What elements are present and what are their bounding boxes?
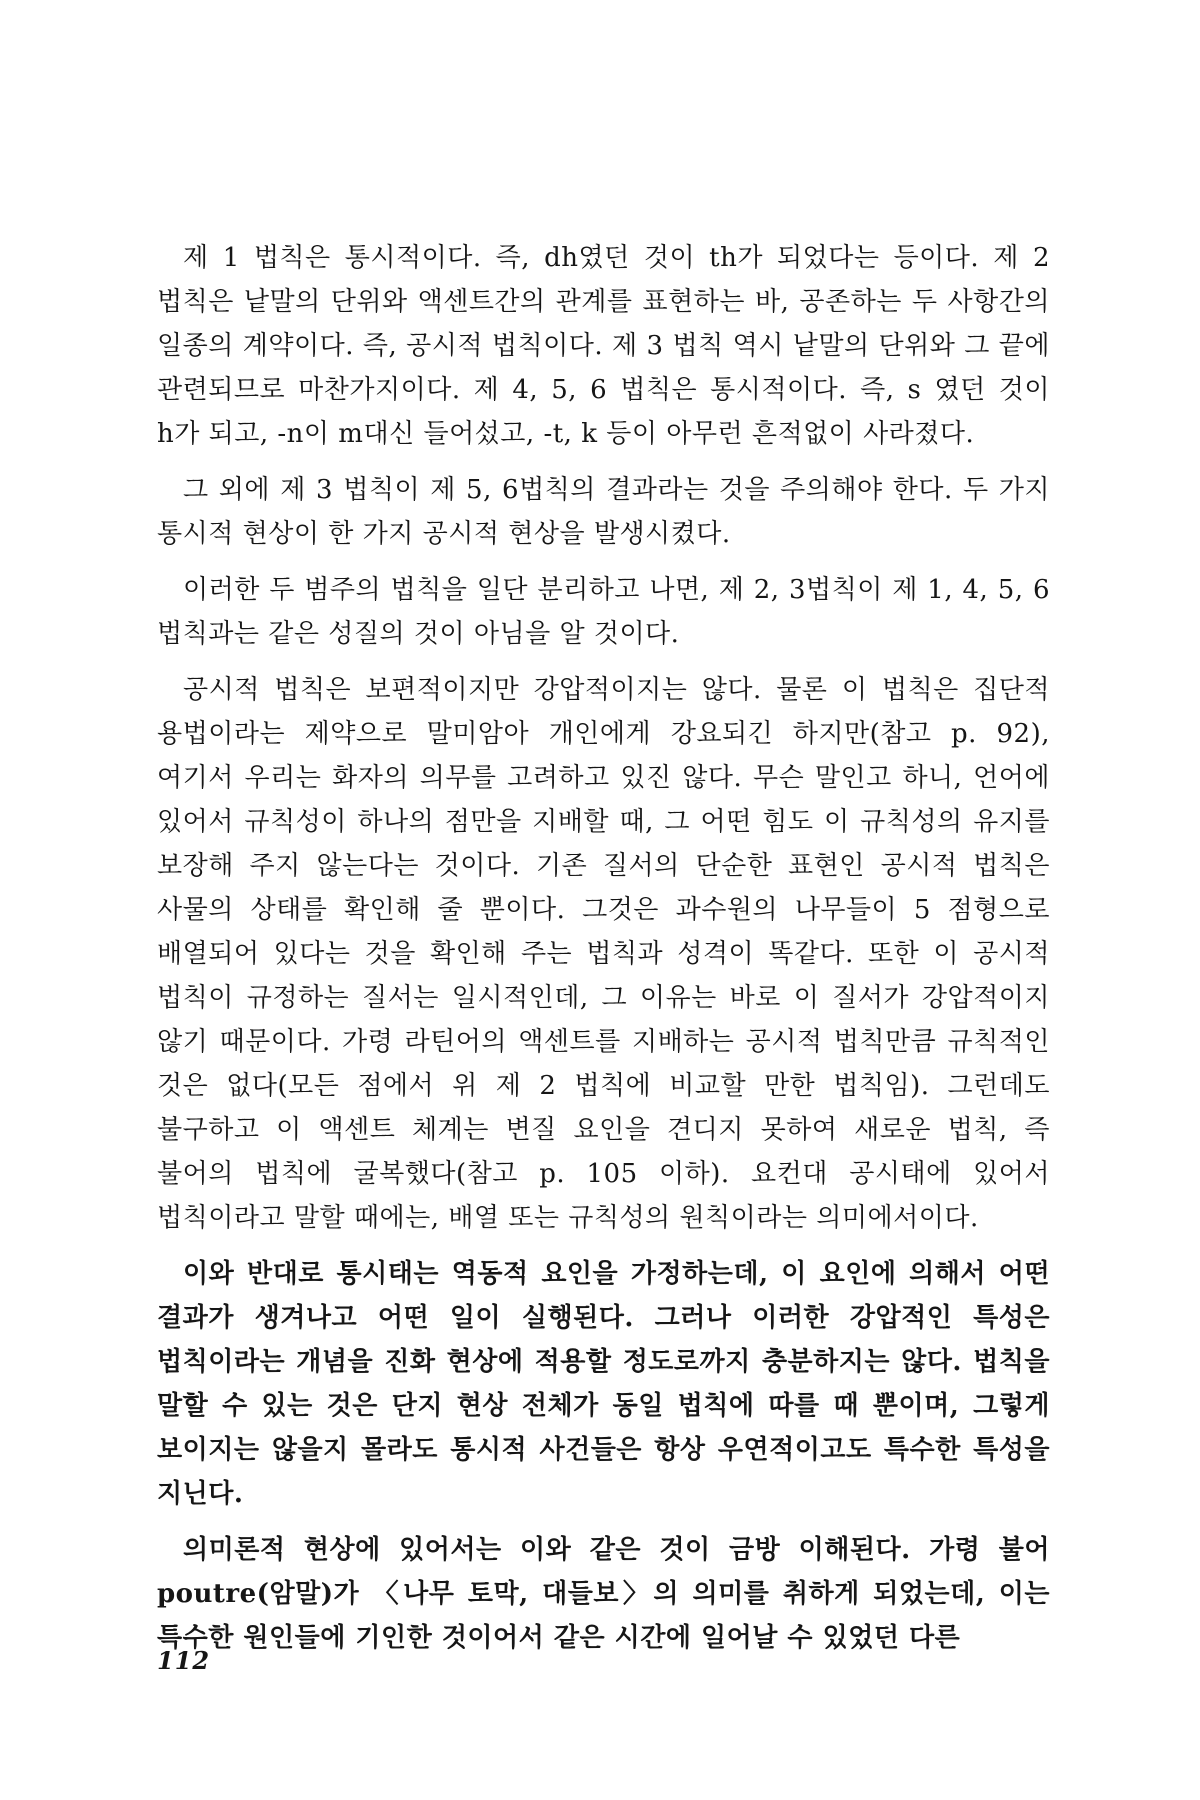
paragraph-4: 공시적 법칙은 보편적이지만 강압적이지는 않다. 물론 이 법칙은 집단적 용법이라는 제약으로 말미암아 개인에게 강요되긴 하지만(참고 p. 92), 여기서 우리는 화자의 의무를 고려하고 있진 않다. 무슨 말인고 하니, 언어에 있어서 규칙성이 하나의 점만을 지배할 때, 그 어떤 힘도 이 규칙성의 유지를 보장해 주지 않는다는 것이다. 기존 질서의 단순한 표현인 공시적 법칙은 사물의 상태를 확인해 줄 뿐이다. 그것은 과수원의 나무들이 5 점형으로 배열되어 있다는 것을 확인해 주는 법칙과 성격이 똑같다. 또한 이 공시적 법칙이 규정하는 질서는 일시적인데, 그 이유는 바로 이 질서가 강압적이지 않기 때문이다. 가령 라틴어의 액센트를 지배하는 공시적 법칙만큼 규칙적인 것은 없다(모든 점에서 위 제 2 법칙에 비교할 만한 법칙임). 그런데도 불구하고 이 액센트 체계는 변질 요인을 견디지 못하여 새로운 법칙, 즉 불어의 법칙에 굴복했다(참고 p. 105 이하). 요컨대 공시태에 있어서 법칙이라고 말할 때에는, 배열 또는 규칙성의 원칙이라는 의미에서이다. — [157, 675, 1050, 1233]
paragraph-2: 그 외에 제 3 법칙이 제 5, 6법칙의 결과라는 것을 주의해야 한다. 두 가지 통시적 현상이 한 가지 공시적 현상을 발생시켰다. — [157, 475, 1050, 549]
paragraph-5: 이와 반대로 통시태는 역동적 요인을 가정하는데, 이 요인에 의해서 어떤 결과가 생겨나고 어떤 일이 실행된다. 그러나 이러한 강압적인 특성은 법칙이라는 개념을 진화 현상에 적용할 정도로까지 충분하지는 않다. 법칙을 말할 수 있는 것은 단지 현상 전체가 동일 법칙에 따를 때 뿐이며, 그렇게 보이지는 않을지 몰라도 통시적 사건들은 항상 우연적이고도 특수한 특성을 지닌다. — [157, 1259, 1050, 1509]
body-text — [157, 236, 1050, 1672]
page-number: 112 — [157, 1646, 211, 1675]
paragraph-6: 의미론적 현상에 있어서는 이와 같은 것이 금방 이해된다. 가령 불어 poutre(암말)가 〈나무 토막, 대들보〉의 의미를 취하게 되었는데, 이는 특수한 원인들에 기인한 것이어서 같은 시간에 일어날 수 있었던 다른 — [157, 1535, 1050, 1653]
paragraph-3: 이러한 두 범주의 법칙을 일단 분리하고 나면, 제 2, 3법칙이 제 1, 4, 5, 6 법칙과는 같은 성질의 것이 아님을 알 것이다. — [157, 575, 1050, 649]
paragraph-1: 제 1 법칙은 통시적이다. 즉, dh였던 것이 th가 되었다는 등이다. 제 2 법칙은 낱말의 단위와 액센트간의 관계를 표현하는 바, 공존하는 두 사항간의 일종의 계약이다. 즉, 공시적 법칙이다. 제 3 법칙 역시 낱말의 단위와 그 끝에 관련되므로 마찬가지이다. 제 4, 5, 6 법칙은 통시적이다. 즉, s 였던 것이 h가 되고, -n이 m대신 들어섰고, -t, k 등이 아무런 흔적없이 사라졌다. — [157, 243, 1050, 449]
